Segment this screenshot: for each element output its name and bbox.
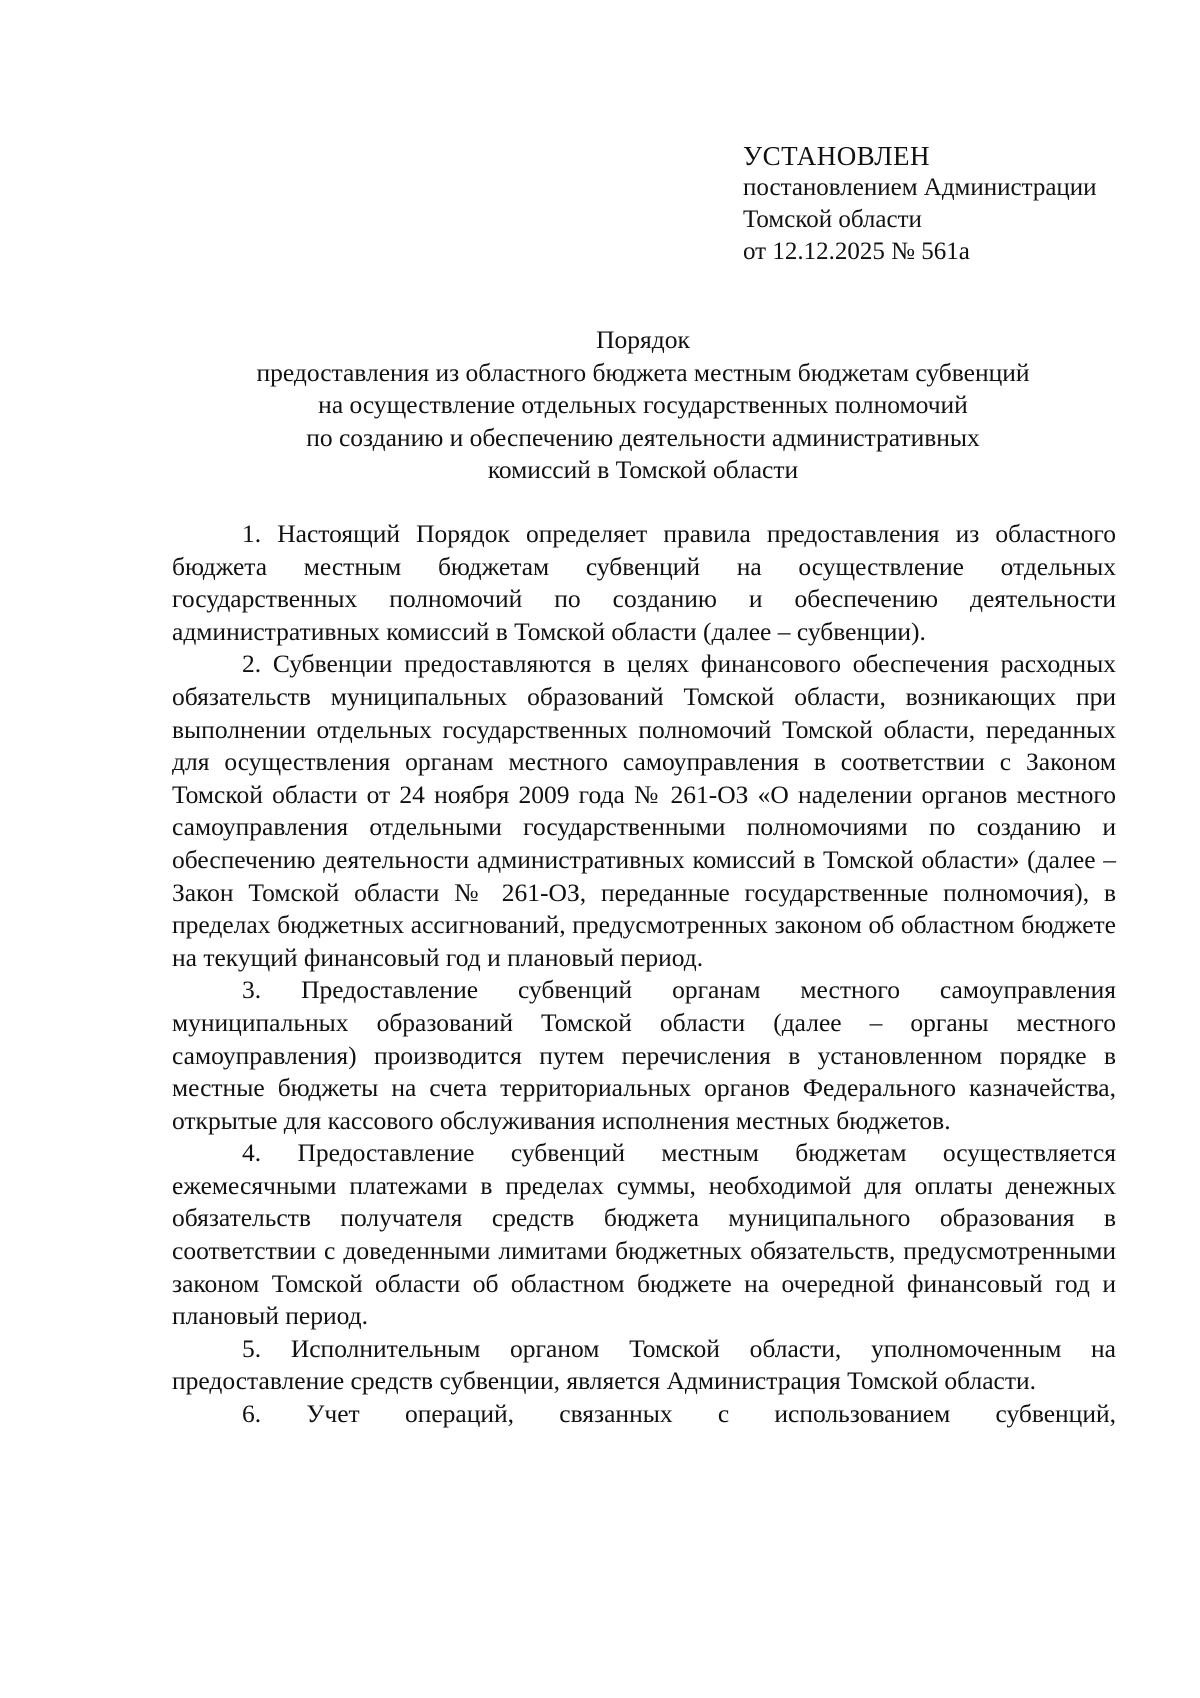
paragraph-6: 6. Учет операций, связанных с использованием субвенций, — [242, 1399, 1116, 1429]
paragraph-4: 4. Предоставление субвенций местным бюджетам осуществляется ежемесячными платежами в пределах суммы, необходимой для оплаты денежных обязательств получателя средств бюджета муниципального образования в соответствии с доведенными лимитами бюджетных обязательств, предусмотренными законом Томской области об областном бюджете на очередной финансовый год и плановый период. — [172, 1138, 1116, 1331]
paragraph-5: 5. Исполнительным органом Томской области, уполномоченным на предоставление средств субвенции, является Администрация Томской области. — [172, 1333, 1116, 1396]
title-heading: Порядок — [596, 325, 690, 354]
approval-stamp — [743, 140, 1173, 268]
title-line: комиссий в Томской области — [487, 455, 799, 484]
document-title — [170, 324, 1116, 487]
paragraph-1: 1. Настоящий Порядок определяет правила предоставления из областного бюджета местным бюджетам субвенций на осуществление отдельных государственных полномочий по созданию и обеспечению деятельности административных комиссий в Томской области (далее – субвенции). — [172, 519, 1116, 646]
approval-title: УСТАНОВЛЕН — [743, 141, 931, 171]
title-line: на осуществление отдельных государственных полномочий — [318, 390, 968, 419]
title-line: предоставления из областного бюджета местным бюджетам субвенций — [256, 357, 1030, 387]
document-body — [172, 518, 1116, 1431]
approval-date-number: от 12.12.2025 № 561а — [743, 238, 970, 265]
approval-line: Томской области — [743, 206, 922, 233]
paragraph-2: 2. Субвенции предоставляются в целях финансового обеспечения расходных обязательств муниципальных образований Томской области, возникающих при выполнении отдельных государственных полномочий Томской области, переданных для осуществления органам местного самоуправления в соответствии с Законом Томской области от 24 ноября 2009 года № 261-ОЗ «О наделении органов местного самоуправления отдельными государственными полномочиями по созданию и обеспечению деятельности административных комиссий в Томской области» (далее – Закон Томской области № 261-ОЗ, переданные государственные полномочия), в пределах бюджетных ассигнований, предусмотренных законом об областном бюджете на текущий финансовый год и плановый период. — [172, 649, 1116, 972]
paragraph-3: 3. Предоставление субвенций органам местного самоуправления муниципальных образований Томской области (далее – органы местного самоуправления) производится путем перечисления в установленном порядке в местные бюджеты на счета территориальных органов Федерального казначейства, открытые для кассового обслуживания исполнения местных бюджетов. — [172, 975, 1116, 1135]
approval-line: постановлением Администрации — [743, 174, 1097, 201]
title-line: по созданию и обеспечению деятельности административных — [306, 422, 980, 452]
